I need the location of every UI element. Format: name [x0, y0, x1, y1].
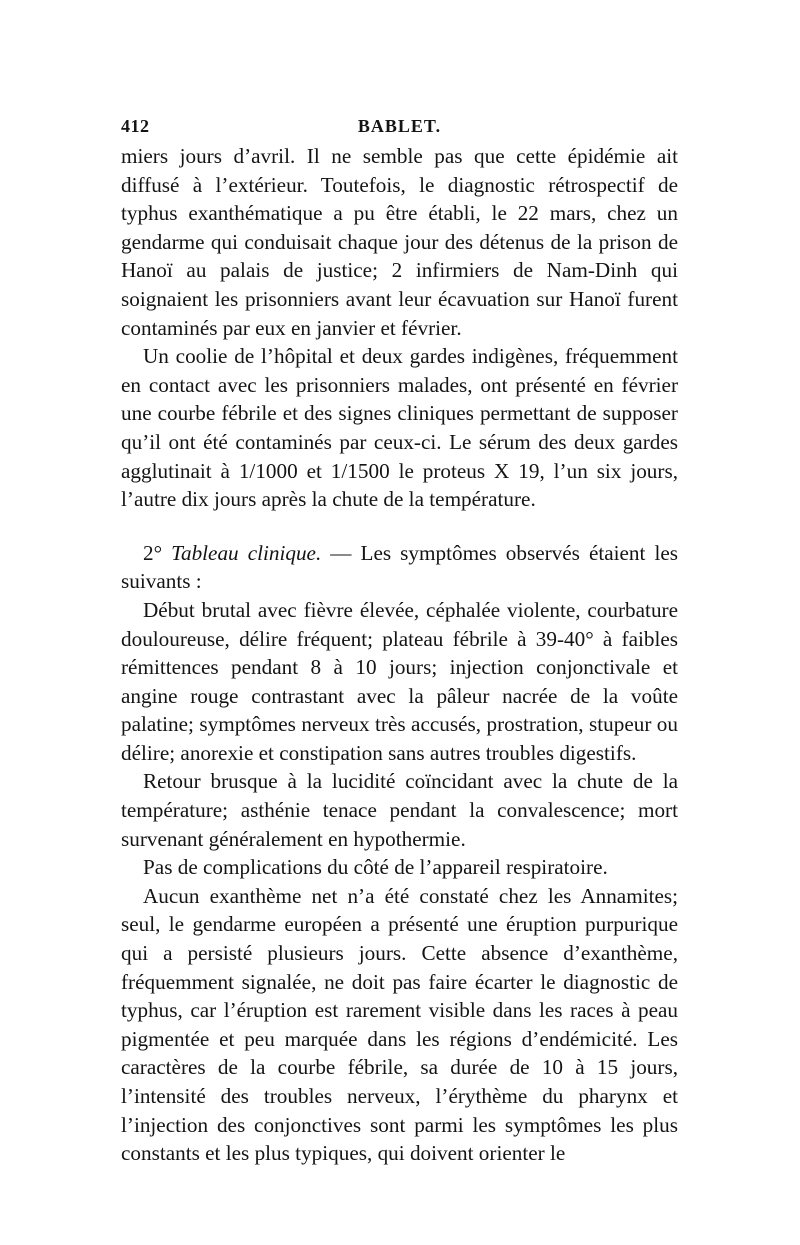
section-title: Tableau clinique.	[171, 540, 322, 565]
section-lead: — Les symptômes observés étaient les suivants :	[121, 540, 678, 594]
running-head: BABLET.	[357, 116, 442, 136]
book-page	[121, 112, 678, 1168]
paragraph: Pas de complications du côté de l’appareil respiratoire.	[143, 855, 608, 880]
paragraph-continued: miers jours d’avril. Il ne semble pas que cette épidémie ait diffusé à l’extérieur. Toutefois, le diagnostic rétrospectif de typhus exanthématique a pu être établi, le 22 mars, chez un gendarme qui conduisait chaque jour des détenus de la prison de Hanoï au palais de justice; 2 infirmiers de Nam-Dinh qui soignaient les prisonniers avant leur écavuation sur Hanoï furent contaminés par eux en janvier et février.	[121, 144, 678, 340]
paragraph: Un coolie de l’hôpital et deux gardes indigènes, fréquemment en contact avec les prisonniers malades, ont présenté en février une courbe fébrile et des signes cliniques permettant de supposer qu’il ont été contaminés par ceux-ci. Le sérum des deux gardes agglutinait à 1/1000 et 1/1500 le proteus X 19, l’un six jours, l’autre dix jours après la chute de la température.	[121, 344, 678, 512]
section-spacer	[121, 514, 678, 539]
paragraph: Aucun exanthème net n’a été constaté chez les Annamites; seul, le gendarme européen a présenté une éruption purpurique qui a persisté plusieurs jours. Cette absence d’exanthème, fréquemment signalée, ne doit pas faire écarter le diagnostic de typhus, car l’éruption est rarement visible dans les races à peau pigmentée et peu marquée dans les régions d’endémicité. Les caractères de la courbe fébrile, sa durée de 10 à 15 jours, l’intensité des troubles nerveux, l’érythème du pharynx et l’injection des conjonctives sont parmi les symptômes les plus constants et les plus typiques, qui doivent orienter le	[121, 883, 678, 1166]
section-number: 2°	[143, 540, 163, 565]
page-header	[121, 112, 678, 142]
body-text	[121, 142, 678, 1168]
section-heading-paragraph	[121, 539, 678, 596]
page-number: 412	[121, 116, 150, 136]
paragraph: Retour brusque à la lucidité coïncidant avec la chute de la température; asthénie tenace pendant la convalescence; mort survenant généralement en hypothermie.	[121, 769, 678, 851]
paragraph: Début brutal avec fièvre élevée, céphalée violente, courbature douloureuse, délire fréquent; plateau fébrile à 39-40° à faibles rémittences pendant 8 à 10 jours; injection conjonctivale et angine rouge contrastant avec la pâleur nacrée de la voûte palatine; symptômes nerveux très accusés, prostration, stupeur ou délire; anorexie et constipation sans autres troubles digestifs.	[121, 597, 678, 765]
